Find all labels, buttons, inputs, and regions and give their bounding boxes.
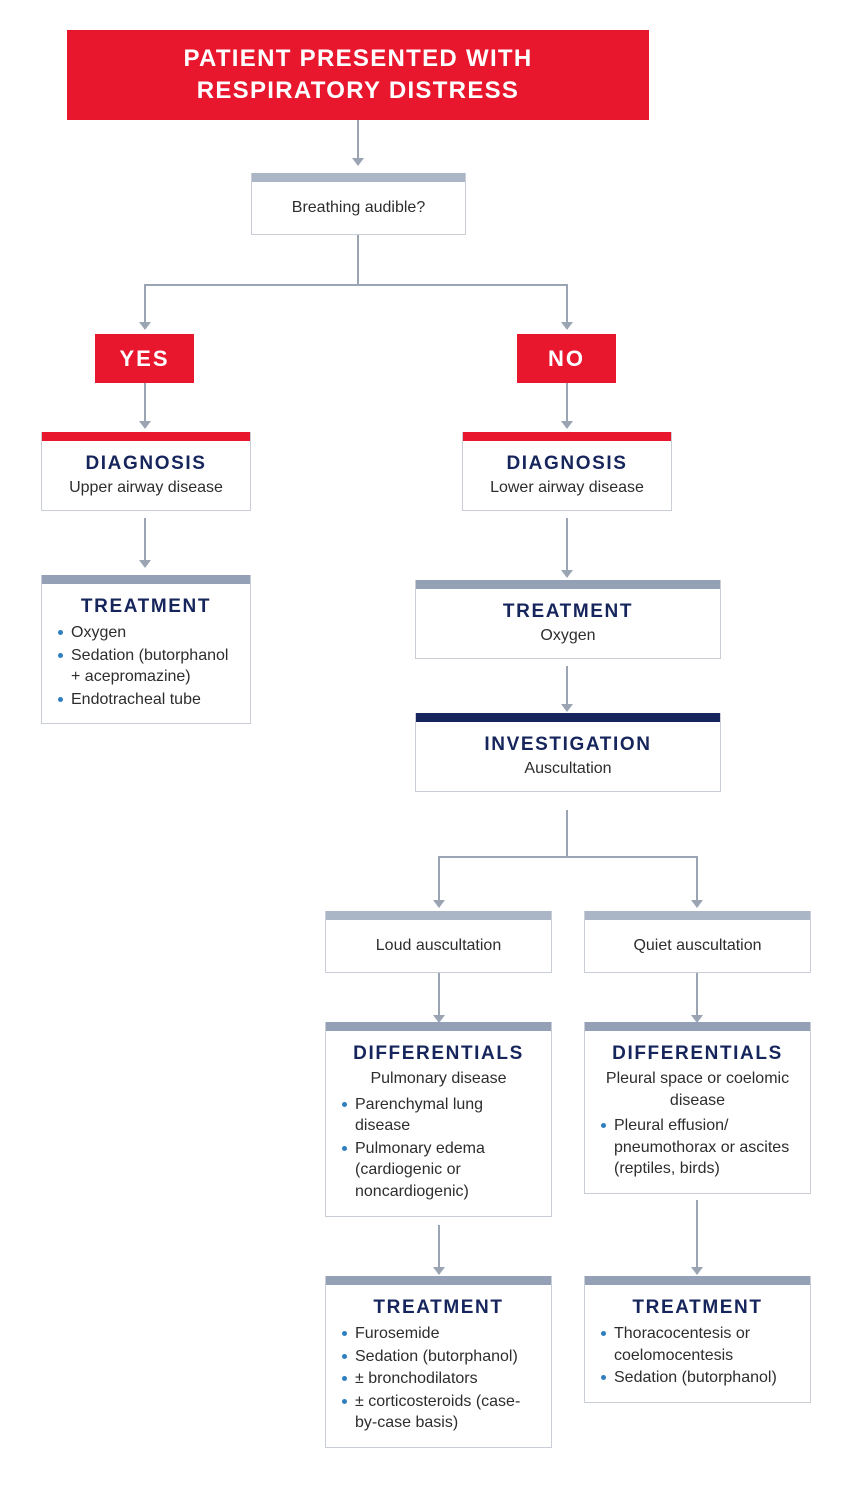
node-cap bbox=[42, 432, 250, 441]
chip-yes-label: YES bbox=[119, 345, 170, 371]
connector-banner-question bbox=[357, 120, 359, 162]
list-item: Sedation (butorphanol) bbox=[340, 1346, 539, 1368]
arrowhead-no-diagnosis bbox=[561, 421, 573, 429]
node-quiet-auscultation bbox=[584, 911, 811, 973]
investigation-title: INVESTIGATION bbox=[484, 734, 652, 755]
arrowhead-yes bbox=[139, 322, 151, 330]
node-differentials-quiet bbox=[584, 1022, 811, 1194]
list-item: Endotracheal tube bbox=[56, 689, 238, 711]
treatment-loud-list bbox=[338, 1323, 539, 1434]
arrowhead-treatupper bbox=[139, 560, 151, 568]
node-treatment-loud bbox=[325, 1276, 552, 1448]
connector-diaglower-treatlower bbox=[566, 518, 568, 572]
arrowhead-yes-diagnosis bbox=[139, 421, 151, 429]
differentials-loud-title: DIFFERENTIALS bbox=[353, 1043, 524, 1064]
list-item: Sedation (butorphanol + acepromazine) bbox=[56, 645, 238, 688]
list-item: Oxygen bbox=[56, 622, 238, 644]
list-item: Pleural effusion/ pneumothorax or ascites (reptiles, birds) bbox=[599, 1115, 798, 1180]
treatment-lower-title: TREATMENT bbox=[502, 601, 634, 622]
list-item: ± bronchodilators bbox=[340, 1368, 539, 1390]
arrowhead-treatlower bbox=[561, 570, 573, 578]
list-item: ± corticosteroids (case-by-case basis) bbox=[340, 1391, 539, 1434]
node-treatment-upper bbox=[41, 575, 251, 724]
connector-diagupper-treatupper bbox=[144, 518, 146, 562]
loud-auscultation-text: Loud auscultation bbox=[375, 937, 502, 954]
differentials-quiet-title: DIFFERENTIALS bbox=[612, 1043, 783, 1064]
list-item: Furosemide bbox=[340, 1323, 539, 1345]
connector-split-horizontal bbox=[144, 284, 567, 286]
node-cap bbox=[326, 911, 551, 920]
connector-auscultation-horizontal bbox=[438, 856, 697, 858]
list-item: Sedation (butorphanol) bbox=[599, 1367, 798, 1389]
chip-no bbox=[517, 334, 616, 383]
arrowhead-treatquiet bbox=[691, 1267, 703, 1275]
investigation-subtitle: Auscultation bbox=[524, 760, 612, 777]
treatment-quiet-list bbox=[597, 1323, 798, 1389]
connector-loud-down bbox=[438, 856, 440, 902]
node-cap bbox=[463, 432, 671, 441]
node-diagnosis-lower bbox=[462, 432, 672, 511]
treatment-lower-subtitle: Oxygen bbox=[540, 627, 596, 644]
differentials-loud-list bbox=[338, 1094, 539, 1203]
arrowhead-loud bbox=[433, 900, 445, 908]
connector-no-diagnosis bbox=[566, 383, 568, 425]
connector-diffquiet-treatquiet bbox=[696, 1200, 698, 1269]
chip-no-label: NO bbox=[548, 345, 585, 371]
arrowhead-no bbox=[561, 322, 573, 330]
chip-yes bbox=[95, 334, 194, 383]
connector-yes-diagnosis bbox=[144, 383, 146, 425]
breathing-audible-text: Breathing audible? bbox=[291, 199, 426, 216]
node-investigation bbox=[415, 713, 721, 792]
title-banner bbox=[67, 30, 649, 120]
diagnosis-upper-title: DIAGNOSIS bbox=[85, 453, 207, 474]
diagnosis-lower-title: DIAGNOSIS bbox=[506, 453, 628, 474]
connector-split-left bbox=[144, 284, 146, 324]
diagnosis-lower-subtitle: Lower airway disease bbox=[490, 479, 644, 496]
list-item: Pulmonary edema (cardiogenic or noncardiogenic) bbox=[340, 1138, 539, 1203]
title-banner-line2: RESPIRATORY DISTRESS bbox=[196, 77, 520, 104]
differentials-loud-lead: Pulmonary disease bbox=[370, 1070, 507, 1087]
node-cap bbox=[326, 1276, 551, 1285]
node-cap bbox=[585, 911, 810, 920]
node-cap bbox=[42, 575, 250, 584]
node-cap bbox=[585, 1022, 810, 1031]
node-cap bbox=[326, 1022, 551, 1031]
connector-quiet-differentials bbox=[696, 973, 698, 1017]
node-cap bbox=[416, 580, 720, 589]
arrowhead-quiet bbox=[691, 900, 703, 908]
node-treatment-lower bbox=[415, 580, 721, 659]
node-loud-auscultation bbox=[325, 911, 552, 973]
connector-split-right bbox=[566, 284, 568, 324]
title-banner-line1: PATIENT PRESENTED WITH bbox=[183, 44, 533, 72]
differentials-quiet-lead: Pleural space or coelomic disease bbox=[605, 1070, 790, 1109]
connector-treatlower-investigation bbox=[566, 666, 568, 708]
connector-investigation-split bbox=[566, 810, 568, 857]
node-cap bbox=[416, 713, 720, 722]
list-item: Thoracocentesis or coelomocentesis bbox=[599, 1323, 798, 1366]
quiet-auscultation-text: Quiet auscultation bbox=[633, 937, 762, 954]
connector-question-split bbox=[357, 235, 359, 285]
arrowhead-banner-question bbox=[352, 158, 364, 166]
node-cap bbox=[585, 1276, 810, 1285]
treatment-upper-list bbox=[54, 622, 238, 710]
diagnosis-upper-subtitle: Upper airway disease bbox=[69, 479, 223, 496]
differentials-quiet-list bbox=[597, 1115, 798, 1180]
node-differentials-loud bbox=[325, 1022, 552, 1217]
connector-diffloud-treatloud bbox=[438, 1225, 440, 1269]
node-diagnosis-upper bbox=[41, 432, 251, 511]
node-treatment-quiet bbox=[584, 1276, 811, 1403]
node-cap bbox=[252, 173, 465, 182]
treatment-upper-title: TREATMENT bbox=[80, 596, 212, 617]
treatment-quiet-title: TREATMENT bbox=[632, 1297, 763, 1318]
list-item: Parenchymal lung disease bbox=[340, 1094, 539, 1137]
treatment-loud-title: TREATMENT bbox=[373, 1297, 504, 1318]
connector-quiet-down bbox=[696, 856, 698, 902]
arrowhead-investigation bbox=[561, 704, 573, 712]
node-breathing-audible bbox=[251, 173, 466, 235]
arrowhead-treatloud bbox=[433, 1267, 445, 1275]
connector-loud-differentials bbox=[438, 973, 440, 1017]
